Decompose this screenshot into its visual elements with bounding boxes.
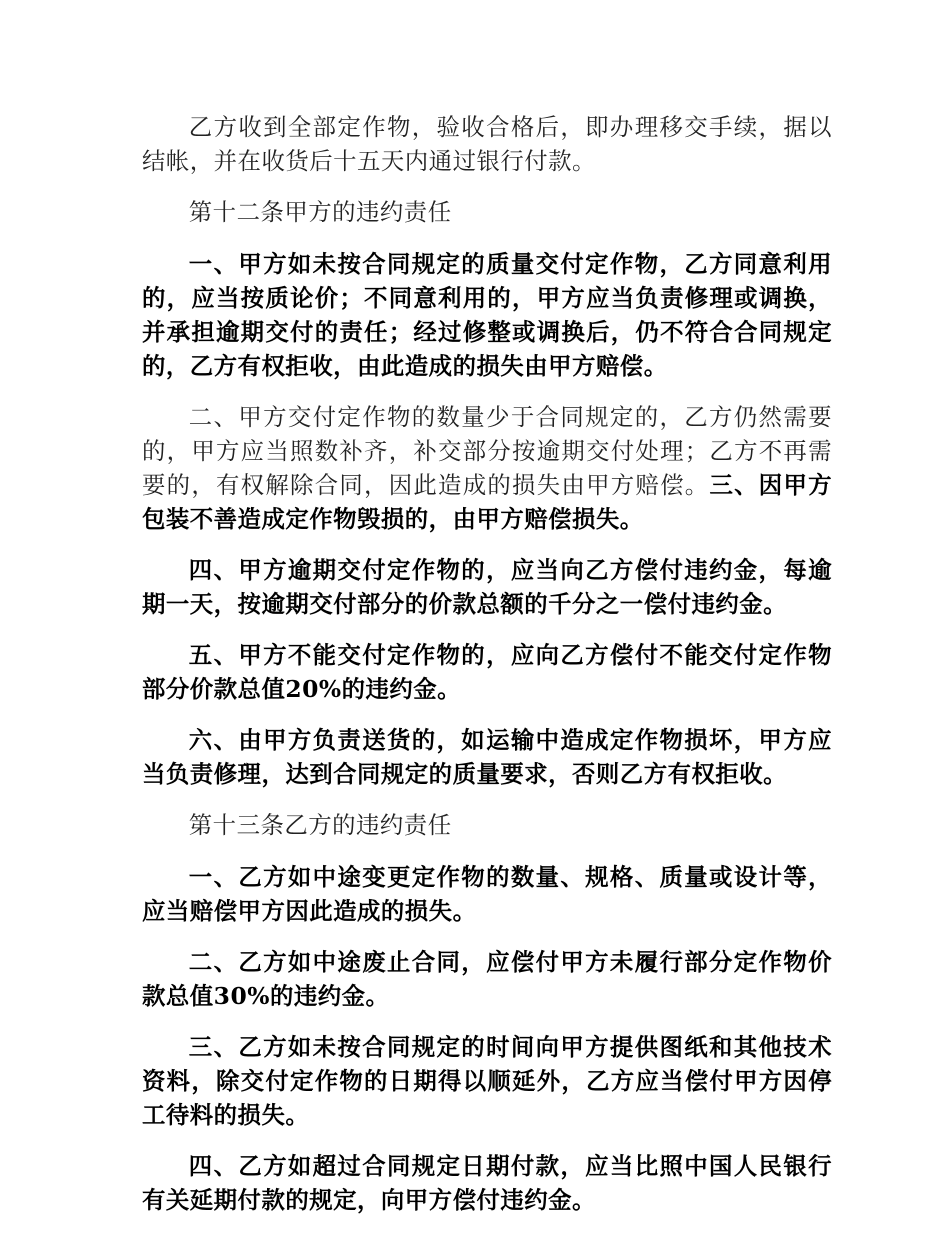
article-12-clause-1 [142,247,832,383]
article-12-clause-2 [142,400,832,536]
article-12-clause-6 [142,723,832,791]
paragraph-text: 三、乙方如未按合同规定的时间向甲方提供图纸和其他技术资料，除交付定作物的日期得以顺延外，乙方应当偿付甲方因停工待料的损失。 [142,1033,832,1129]
heading-text: 第十三条乙方的违约责任 [188,811,452,839]
heading-text: 第十二条甲方的违约责任 [188,198,452,226]
paragraph-text: 六、由甲方负责送货的，如运输中造成定作物损坏，甲方应当负责修理，达到合同规定的质量要求，否则乙方有权拒收。 [142,726,832,788]
article-12-clause-4 [142,553,832,621]
paragraph-text: 五、甲方不能交付定作物的，应向乙方偿付不能交付定作物部分价款总值20%的违约金。 [142,641,832,703]
paragraph-text: 一、甲方如未按合同规定的质量交付定作物，乙方同意利用的，应当按质论价；不同意利用的，甲方应当负责修理或调换，并承担逾期交付的责任；经过修整或调换后，仍不符合合同规定的，乙方有权拒收，由此造成的损失由甲方赔偿。 [142,250,832,380]
paragraph-payment-terms [142,110,832,178]
paragraph-text: 二、乙方如中途废止合同，应偿付甲方未履行部分定作物价款总值30%的违约金。 [142,948,832,1010]
paragraph-text: 二、甲方交付定作物的数量少于合同规定的，乙方仍然需要的，甲方应当照数补齐，补交部分按逾期交付处理；乙方不再需要的，有权解除合同，因此造成的损失由甲方赔偿。 [142,403,832,499]
article-12-heading [142,195,832,229]
article-12-clause-5 [142,638,832,706]
article-12-clause-3: 三、因甲方包装不善造成定作物毁损的，由甲方赔偿损失。 [142,471,833,533]
article-13-clause-1 [142,860,832,928]
article-13-clause-3 [142,1030,832,1132]
paragraph-text: 一、乙方如中途变更定作物的数量、规格、质量或设计等，应当赔偿甲方因此造成的损失。 [142,863,832,925]
document-page [142,110,832,1234]
paragraph-text: 四、乙方如超过合同规定日期付款，应当比照中国人民银行有关延期付款的规定，向甲方偿付违约金。 [142,1152,832,1214]
article-13-clause-4 [142,1149,832,1217]
article-13-heading [142,808,832,842]
paragraph-text: 四、甲方逾期交付定作物的，应当向乙方偿付违约金，每逾期一天，按逾期交付部分的价款总额的千分之一偿付违约金。 [142,556,832,618]
article-13-clause-2 [142,945,832,1013]
paragraph-text: 乙方收到全部定作物，验收合格后，即办理移交手续，据以结帐，并在收货后十五天内通过银行付款。 [142,113,832,175]
